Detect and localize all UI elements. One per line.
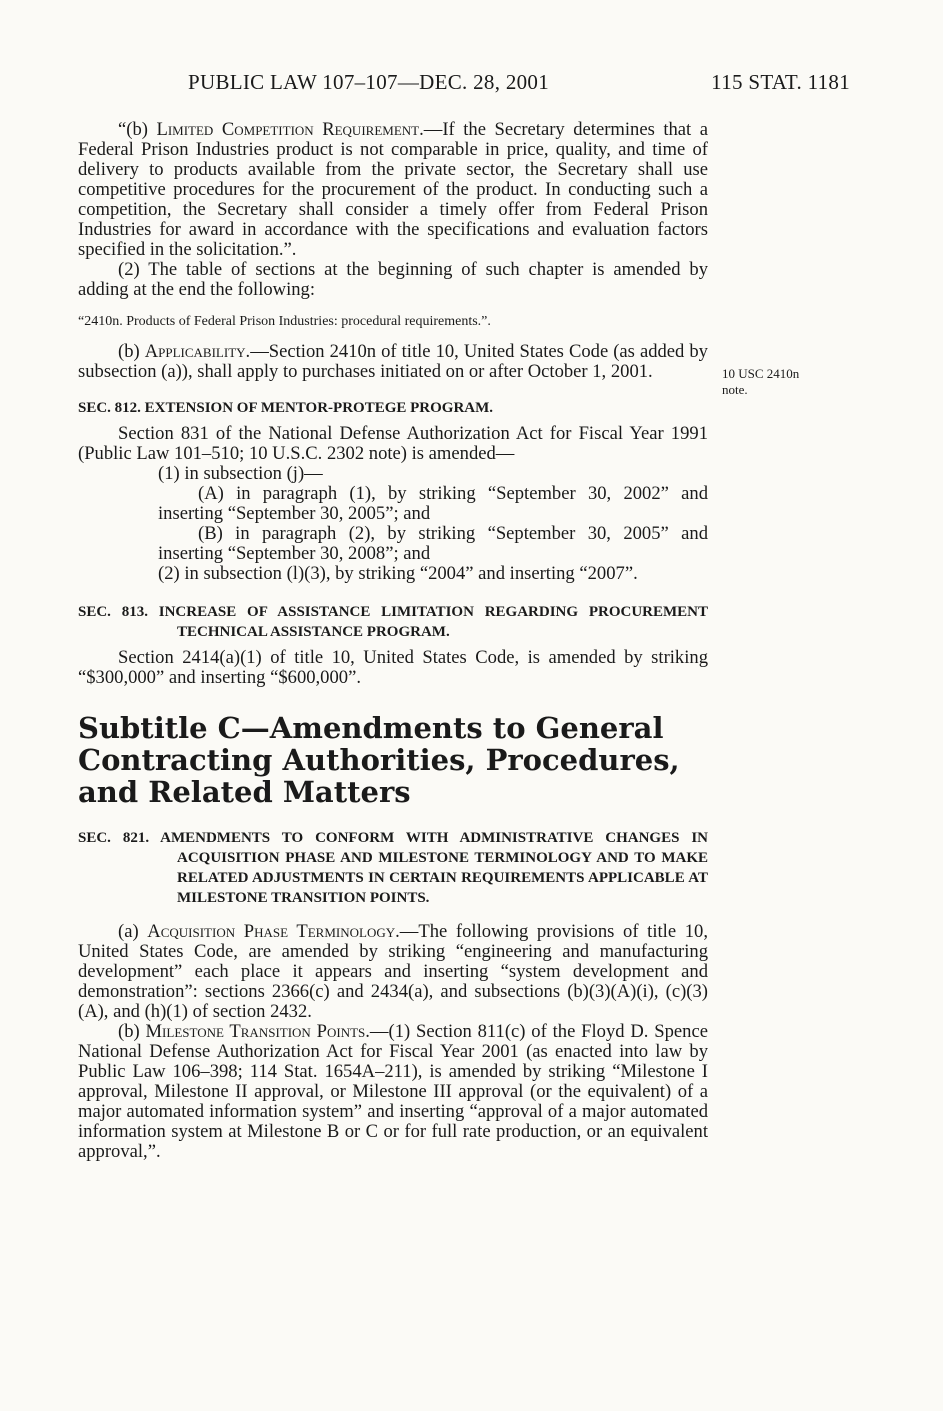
section-813-text: Section 2414(a)(1) of title 10, United States Code, is amended by striking “$300,000” and inserting “$600,000”. <box>78 647 708 688</box>
paragraph-lead: “(b) <box>118 119 157 140</box>
paragraph-text: .—(1) Section 811(c) of the Floyd D. Spence National Defense Authorization Act for Fiscal Year 2001 (as enacted into law by Public Law 106–398; 114 Stat. 1654A–211), is amended by striking “Milestone I approval, Milestone II approval, or Milestone III approval (or the equivalent) of a major automated information system” and inserting “approval of a major automated information system at Milestone B or C or for full rate production, or an equivalent approval,”. <box>78 1021 708 1162</box>
statute-page-number: 115 STAT. 1181 <box>711 70 850 94</box>
section-812-item-B: (B) in paragraph (2), by striking “September 30, 2005” and inserting “September 30, 2008”; and <box>158 523 708 564</box>
paragraph-heading: Acquisition Phase Terminology <box>147 921 396 942</box>
paragraph-heading: Applicability <box>144 341 246 362</box>
body-text <box>78 120 708 1162</box>
section-821-subsection-b <box>78 1022 708 1162</box>
paragraph-text: .—If the Secretary determines that a Federal Prison Industries product is not comparable in price, quality, and time of delivery to products available from the private sector, the Secretary shall use competitive procedures for the procurement of the product. In conducting such a competition, the Secretary shall consider a timely offer from Federal Prison Industries for award in accordance with the specifications and evaluation factors specified in the solicitation.”. <box>78 119 708 260</box>
section-812-item-1: (1) in subsection (j)— <box>158 463 323 484</box>
margin-note <box>722 366 842 398</box>
section-821-subsection-a <box>78 922 708 1022</box>
section-812-heading: SEC. 812. EXTENSION OF MENTOR-PROTEGE PROGRAM. <box>78 400 494 416</box>
section-812-text: Section 831 of the National Defense Authorization Act for Fiscal Year 1991 (Public Law 101–510; 10 U.S.C. 2302 note) is amended— <box>78 423 708 464</box>
section-812-item-A: (A) in paragraph (1), by striking “September 30, 2002” and inserting “September 30, 2005”; and <box>158 483 708 524</box>
margin-note-citation: 10 USC 2410n <box>722 366 800 381</box>
paragraph-heading: Milestone Transition Points <box>145 1021 366 1042</box>
section-812-item-2: (2) in subsection (l)(3), by striking “2004” and inserting “2007”. <box>158 563 638 584</box>
subtitle-c-heading: Subtitle C—Amendments to General Contracting Authorities, Procedures, and Related Matters <box>78 711 680 809</box>
paragraph-limited-competition <box>78 120 708 260</box>
paragraph-text: .—The following provisions of title 10, United States Code, are amended by striking “engineering and manufacturing development” each place it appears and inserting “system development and demonstration”: sections 2366(c) and 2434(a), and subsections (b)(3)(A)(i), (c)(3)(A), and (h)(1) of section 2432. <box>78 921 708 1022</box>
paragraph-lead: (b) <box>118 1021 146 1042</box>
table-of-sections-entry: “2410n. Products of Federal Prison Industries: procedural requirements.”. <box>78 314 491 329</box>
paragraph-text: .—Section 2410n of title 10, United States Code (as added by subsection (a)), shall apply to purchases initiated on or after October 1, 2001. <box>78 341 708 382</box>
paragraph-lead: (b) <box>118 341 145 362</box>
paragraph-heading: Limited Competition Requirement <box>156 119 420 140</box>
paragraph-applicability <box>78 342 708 382</box>
public-law-title: PUBLIC LAW 107–107—DEC. 28, 2001 <box>188 70 550 94</box>
paragraph-table-amendment: (2) The table of sections at the beginning of such chapter is amended by adding at the end the following: <box>78 259 708 300</box>
section-813-heading: SEC. 813. INCREASE OF ASSISTANCE LIMITATION REGARDING PROCUREMENT TECHNICAL ASSISTANCE PROGRAM. <box>78 604 708 640</box>
margin-note-suffix: note. <box>722 382 748 397</box>
paragraph-lead: (a) <box>118 921 148 942</box>
section-821-heading: SEC. 821. AMENDMENTS TO CONFORM WITH ADMINISTRATIVE CHANGES IN ACQUISITION PHASE AND MILESTONE TERMINOLOGY AND TO MAKE RELATED ADJUSTMENTS IN CERTAIN REQUIREMENTS APPLICABLE AT MILESTONE TRANSITION POINTS. <box>78 830 708 906</box>
